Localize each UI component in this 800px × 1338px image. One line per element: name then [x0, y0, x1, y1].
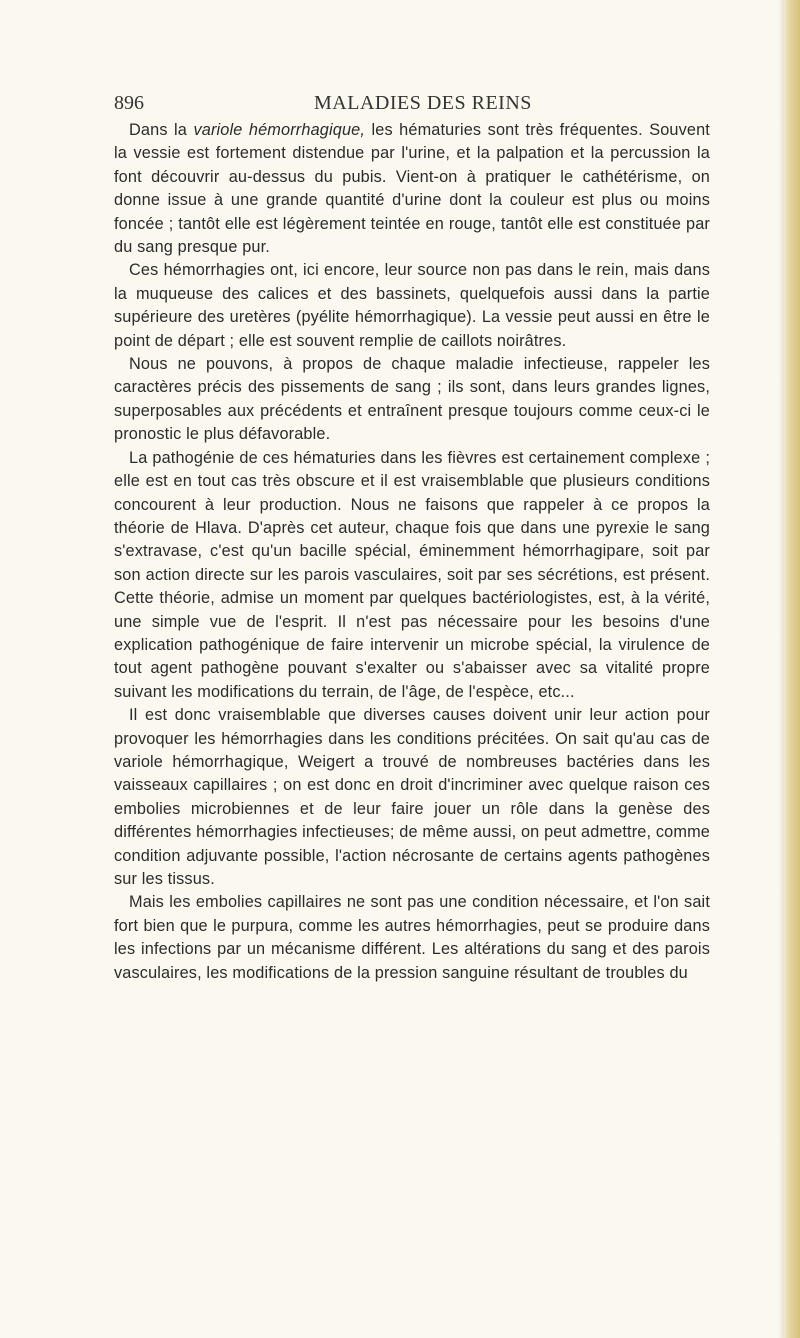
paragraph-5: Il est donc vraisemblable que diverses causes doivent unir leur action pour provoquer les hémorrhagies dans les conditions précitées. On sait qu'au cas de variole hémorrhagique, Weigert a trouvé de nombreuses bactéries dans les vaisseaux capillaires ; on est donc en droit d'incriminer avec quelque raison ces embolies microbiennes et de leur faire jouer un rôle dans la genèse des différentes hémorrhagies infectieuses; de même aussi, on peut admettre, comme condition adjuvante possible, l'action nécrosante de certains agents pathogènes sur les tissus. [114, 706, 710, 888]
paragraph-1-lead: Dans la [129, 121, 194, 139]
paragraph-1-rest: les hématuries sont très fréquentes. Souvent la vessie est fortement distendue par l'urine, et la palpation et la percussion la font découvrir au-dessus du pubis. Vient-on à pratiquer le cathétérisme, on donne issue à une grande quantité d'urine dont la couleur est plus ou moins foncée ; tantôt elle est légèrement teintée en rouge, tantôt elle est constituée par du sang presque pur. [114, 121, 710, 257]
paragraph-1 [114, 119, 710, 259]
paragraph-1-emphasis: variole hémorrhagique, [193, 121, 366, 139]
paragraph-3: Nous ne pouvons, à propos de chaque maladie infectieuse, rappeler les caractères précis des pissements de sang ; ils sont, dans leurs grandes lignes, superposables aux précédents et entraînent presque toujours comme ceux-ci le pronostic le plus défavorable. [114, 355, 710, 444]
paragraph-6: Mais les embolies capillaires ne sont pas une condition nécessaire, et l'on sait fort bien que le purpura, comme les autres hémorrhagies, peut se produire dans les infections par un mécanisme différent. Les altérations du sang et des parois vasculaires, les modifications de la pression sanguine résultant de troubles du [114, 893, 710, 982]
paragraph-2: Ces hémorrhagies ont, ici encore, leur source non pas dans le rein, mais dans la muqueuse des calices et des bassinets, quelquefois aussi dans la partie supérieure des uretères (pyélite hémorrhagique). La vessie peut aussi en être le point de départ ; elle est souvent remplie de caillots noirâtres. [114, 261, 710, 350]
paragraph-4: La pathogénie de ces hématuries dans les fièvres est certainement complexe ; elle est en tout cas très obscure et il est vraisemblable que plusieurs conditions concourent à leur production. Nous ne faisons que rappeler à ce propos la théorie de Hlava. D'après cet auteur, chaque fois que dans une pyrexie le sang s'extravase, c'est qu'un bacille spécial, éminemment hémorrhagipare, soit par son action directe sur les parois vasculaires, soit par ses sécrétions, est présent. Cette théorie, admise un moment par quelques bactériologistes, est, à la vérité, une simple vue de l'esprit. Il n'est pas nécessaire pour les besoins d'une explication pathogénique de faire intervenir un microbe spécial, la virulence de tout agent pathogène pouvant s'exalter ou s'abaisser avec sa vitalité propre suivant les modifications du terrain, de l'âge, de l'espèce, etc... [114, 448, 710, 701]
running-title: MALADIES DES REINS [314, 92, 532, 114]
page-number: 896 [114, 92, 144, 114]
body-text [114, 119, 710, 985]
page-header [114, 92, 710, 122]
page-edge [784, 0, 800, 1338]
